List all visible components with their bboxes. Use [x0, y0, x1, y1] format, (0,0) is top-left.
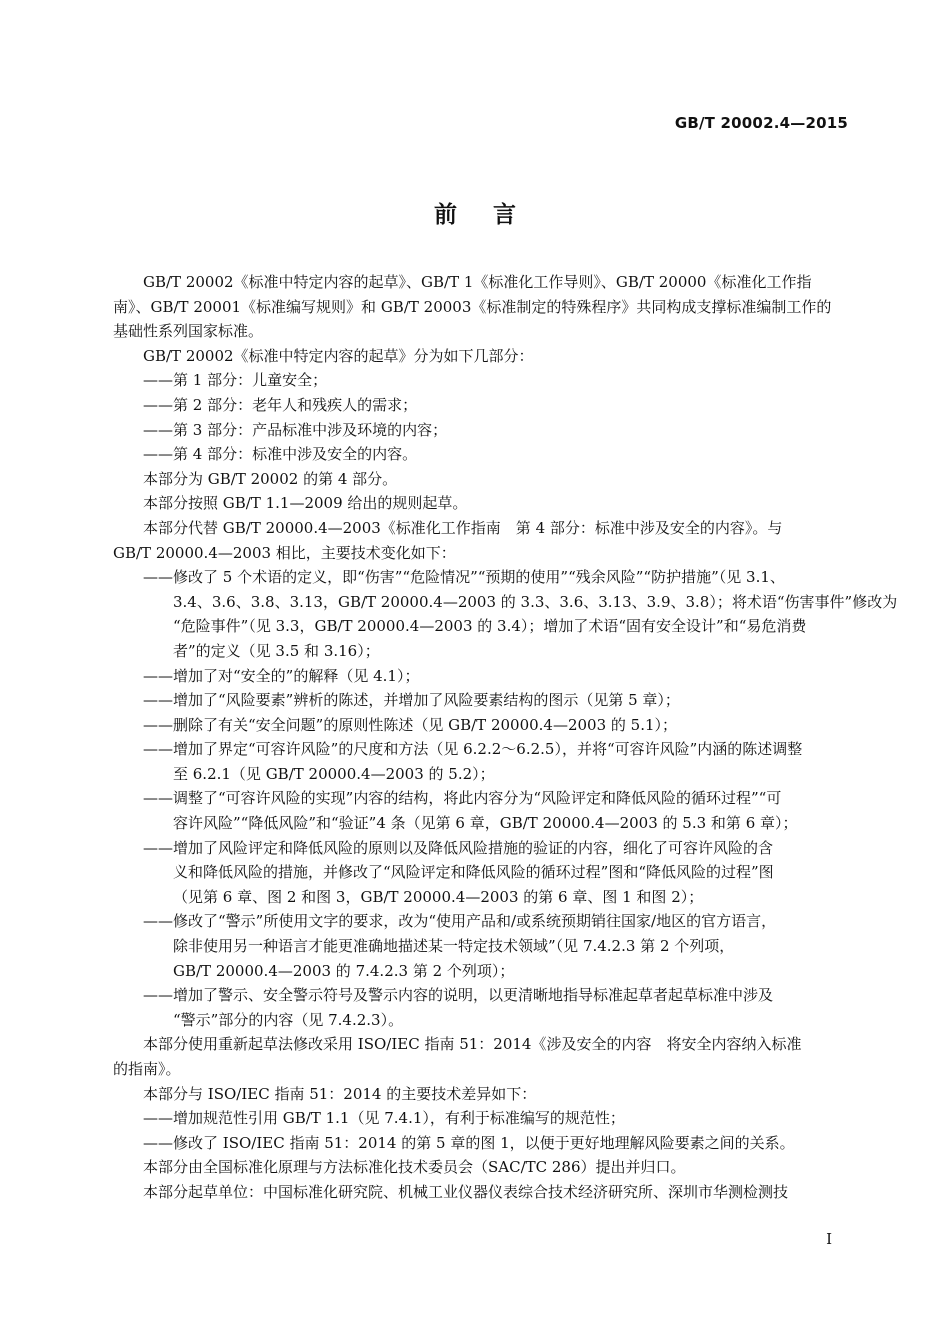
- change-item-8: [113, 909, 853, 983]
- difference-item-2: ——修改了 ISO/IEC 指南 51：2014 的第 5 章的图 1，以便于更好地理解风险要素之间的关系。: [143, 1133, 795, 1152]
- change-item-3: ——增加了“风险要素”辨析的陈述，并增加了风险要素结构的图示（见第 5 章）；: [143, 691, 680, 710]
- change-item-6: [113, 786, 853, 835]
- adoption-line-1: 本部分使用重新起草法修改采用 ISO/IEC 指南 51：2014《涉及安全的内容 将安全内容纳入标准: [143, 1035, 802, 1054]
- part-item-3: ——第 3 部分：产品标准中涉及环境的内容；: [143, 420, 448, 439]
- parts-intro: GB/T 20002《标准中特定内容的起草》分为如下几部分：: [143, 346, 534, 365]
- intro-paragraph: [113, 270, 853, 344]
- drafting-units-paragraph: 本部分起草单位：中国标准化研究院、机械工业仪器仪表综合技术经济研究所、深圳市华测检测技: [143, 1182, 789, 1201]
- replaces-line-1: 本部分代替 GB/T 20000.4—2003《标准化工作指南 第 4 部分：标准中涉及安全的内容》。与: [143, 518, 783, 537]
- change-item-5: [113, 737, 853, 786]
- change-5-line-1: ——增加了界定“可容许风险”的尺度和方法（见 6.2.2～6.2.5），并将“可容许风险”内涵的陈述调整: [143, 740, 803, 759]
- change-5-line-2: 至 6.2.1（见 GB/T 20000.4—2003 的 5.2）；: [173, 764, 495, 783]
- change-7-line-1: ——增加了风险评定和降低风险的原则以及降低风险措施的验证的内容，细化了可容许风险的含: [143, 838, 774, 857]
- adoption-paragraph: [113, 1032, 853, 1081]
- replaces-line-2: GB/T 20000.4—2003 相比，主要技术变化如下：: [113, 543, 456, 562]
- intro-line-3: 基础性系列国家标准。: [113, 322, 264, 341]
- adoption-line-2: 的指南》。: [113, 1060, 181, 1078]
- change-1-line-2: 3.4、3.6、3.8、3.13，GB/T 20000.4—2003 的 3.3、3.6、3.13、3.9、3.8）；将术语“伤害事件”修改为: [173, 592, 898, 611]
- difference-item-1: ——增加规范性引用 GB/T 1.1（见 7.4.1），有利于标准编写的规范性；: [143, 1109, 625, 1128]
- part-item-4: ——第 4 部分：标准中涉及安全的内容。: [143, 445, 418, 464]
- change-8-line-3: GB/T 20000.4—2003 的 7.4.2.3 第 2 个列项）；: [173, 961, 515, 980]
- intro-line-2: 南》、GB/T 20001《标准编写规则》和 GB/T 20003《标准制定的特殊程序》共同构成支撑标准编制工作的: [113, 297, 832, 316]
- change-6-line-2: 容许风险”“降低风险”和“验证”4 条（见第 6 章，GB/T 20000.4—2003 的 5.3 和第 6 章）；: [173, 814, 798, 833]
- proposed-by-paragraph: 本部分由全国标准化原理与方法标准化技术委员会（SAC/TC 286）提出并归口。: [143, 1158, 686, 1177]
- change-item-9: [113, 983, 853, 1032]
- change-7-line-3: （见第 6 章、图 2 和图 3，GB/T 20000.4—2003 的第 6 章、图 1 和图 2）；: [173, 887, 704, 906]
- change-1-line-4: 者”的定义（见 3.5 和 3.16）；: [173, 641, 380, 660]
- change-1-line-3: “危险事件”（见 3.3，GB/T 20000.4—2003 的 3.4）；增加了术语“固有安全设计”和“易危消费: [173, 617, 807, 636]
- drafting-rules-paragraph: 本部分按照 GB/T 1.1—2009 给出的规则起草。: [143, 494, 468, 513]
- change-item-2: ——增加了对“安全的”的解释（见 4.1）；: [143, 666, 420, 685]
- intro-line-1: GB/T 20002《标准中特定内容的起草》、GB/T 1《标准化工作导则》、GB/T 20000《标准化工作指: [143, 273, 812, 291]
- change-item-4: ——删除了有关“安全问题”的原则性陈述（见 GB/T 20000.4—2003 的 5.1）；: [143, 715, 678, 734]
- differences-intro: 本部分与 ISO/IEC 指南 51：2014 的主要技术差异如下：: [143, 1084, 537, 1103]
- change-7-line-2: 义和降低风险的措施，并修改了“风险评定和降低风险的循环过程”图和“降低风险的过程”图: [173, 863, 774, 882]
- part-item-1: ——第 1 部分：儿童安全；: [143, 371, 328, 390]
- change-8-line-1: ——修改了“警示”所使用文字的要求，改为“使用产品和/或系统预期销往国家/地区的官方语言，: [143, 912, 777, 931]
- change-item-7: [113, 836, 853, 910]
- title-char-1: 前: [434, 202, 457, 228]
- part-item-2: ——第 2 部分：老年人和残疾人的需求；: [143, 395, 418, 414]
- page-number: I: [826, 1230, 832, 1248]
- title-char-2: 言: [493, 202, 516, 228]
- standard-code: GB/T 20002.4—2015: [674, 114, 848, 132]
- page-title: [0, 196, 950, 229]
- replaces-paragraph: [113, 516, 853, 565]
- change-6-line-1: ——调整了“可容许风险的实现”内容的结构，将此内容分为“风险评定和降低风险的循环过程”“可: [143, 789, 782, 808]
- document-body: [113, 270, 898, 1205]
- change-item-1: [113, 565, 898, 663]
- change-9-line-2: “警示”部分的内容（见 7.4.2.3）。: [173, 1010, 404, 1029]
- this-part-paragraph: 本部分为 GB/T 20002 的第 4 部分。: [143, 469, 398, 488]
- change-1-line-1: ——修改了 5 个术语的定义，即“伤害”“危险情况”“预期的使用”“残余风险”“防护措施”（见 3.1、: [143, 568, 785, 587]
- change-8-line-2: 除非使用另一种语言才能更准确地描述某一特定技术领域”（见 7.4.2.3 第 2 个列项，: [173, 937, 735, 956]
- change-9-line-1: ——增加了警示、安全警示符号及警示内容的说明，以更清晰地指导标准起草者起草标准中涉及: [143, 986, 774, 1005]
